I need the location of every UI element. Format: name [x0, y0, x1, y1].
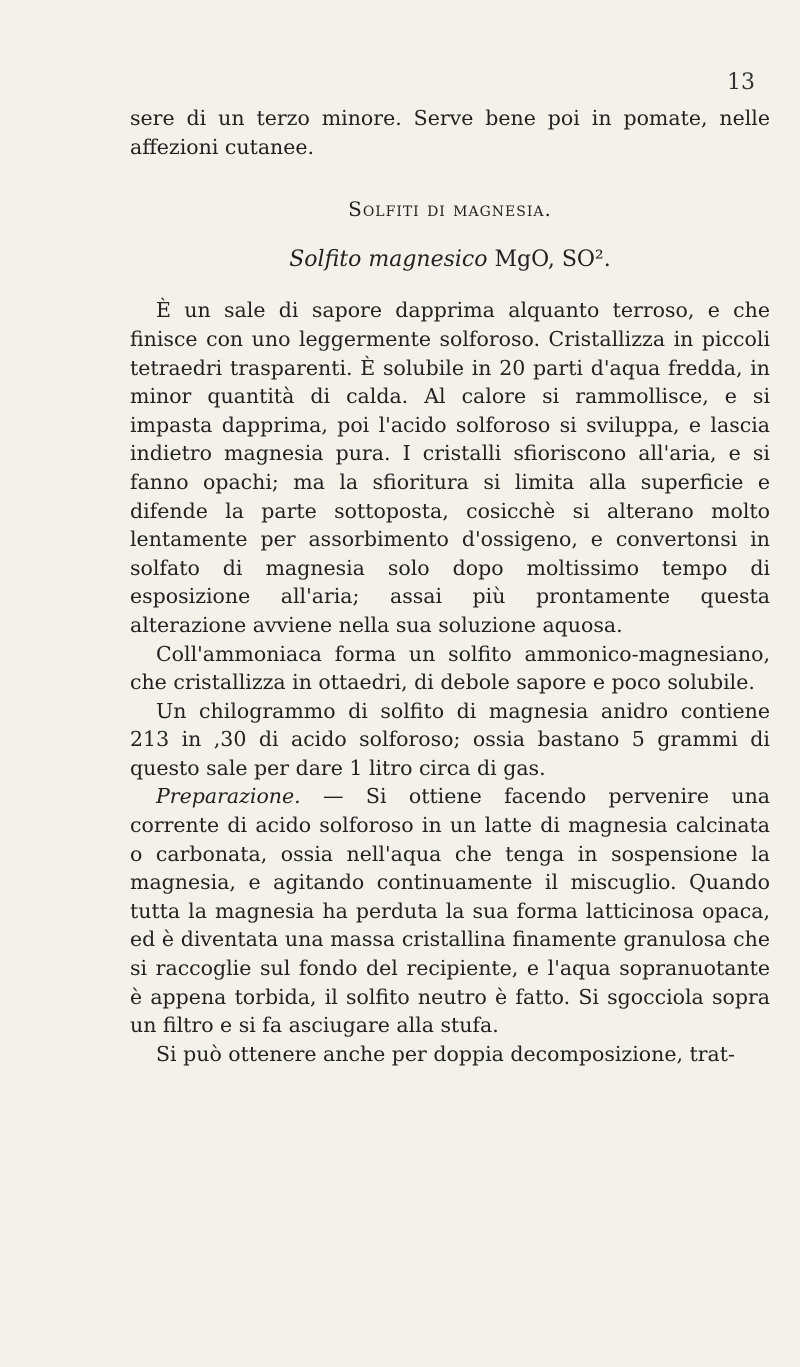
paragraph-composition: Un chilogrammo di solfito di magnesia anidro contiene 213 in ,30 di acido solforoso; ossia bastano 5 grammi di questo sale per dare 1 litro circa di gas. — [130, 698, 770, 780]
compound-title — [130, 246, 770, 275]
page-number: 13 — [727, 70, 755, 95]
preparation-text: — Si ottiene facendo pervenire una corrente di acido solforoso in un latte di magnesia calcinata o carbonata, ossia nell'aqua che tenga in sospensione la magnesia, e agitando continuamente il miscuglio. Quando tutta la magnesia ha perduta la sua forma latticinosa opaca, ed è diventata una massa cristallina finamente granulosa che si raccoglie sul fondo del recipiente, e l'aqua sopranuotante è appena torbida, il solfito neutro è fatto. Si sgocciola sopra un filtro e si fa asciugare alla stufa. — [130, 784, 770, 1038]
compound-name: Solfito magnesico — [289, 246, 488, 272]
paragraph-preparation — [130, 782, 770, 1039]
section-heading: Solfiti di magnesia. — [348, 197, 552, 222]
intro-paragraph: sere di un terzo minore. Serve bene poi in pomate, nelle affezioni cutanee. — [130, 106, 770, 159]
preparation-label: Preparazione. — [156, 784, 301, 809]
paragraph-closing: Si può ottenere anche per doppia decomposizione, trat- — [156, 1041, 735, 1066]
paragraph-properties: È un sale di sapore dapprima alquanto terroso, e che finisce con uno leggermente solforoso. Cristallizza in piccoli tetraedri trasparenti. È solubile in 20 parti d'aqua fredda, in minor quantità di calda. Al calore si rammollisce, e si impasta dapprima, poi l'acido solforoso si sviluppa, e lascia indietro magnesia pura. I cristalli sfioriscono all'aria, e si fanno opachi; ma la sfioritura si limita alla superficie e difende la parte sottoposta, cosicchè si alterano molto lentamente per assorbimento d'ossigeno, e convertonsi in solfato di magnesia solo dopo moltissimo tempo di esposizione all'aria; assai più prontamente questa alterazione avviene nella sua soluzione aquosa. — [130, 298, 770, 637]
page-body — [130, 104, 770, 1068]
compound-formula: MgO, SO². — [494, 246, 611, 272]
paragraph-ammonia: Coll'ammoniaca forma un solfito ammonico-magnesiano, che cristallizza in ottaedri, di debole sapore e poco solubile. — [130, 641, 770, 695]
